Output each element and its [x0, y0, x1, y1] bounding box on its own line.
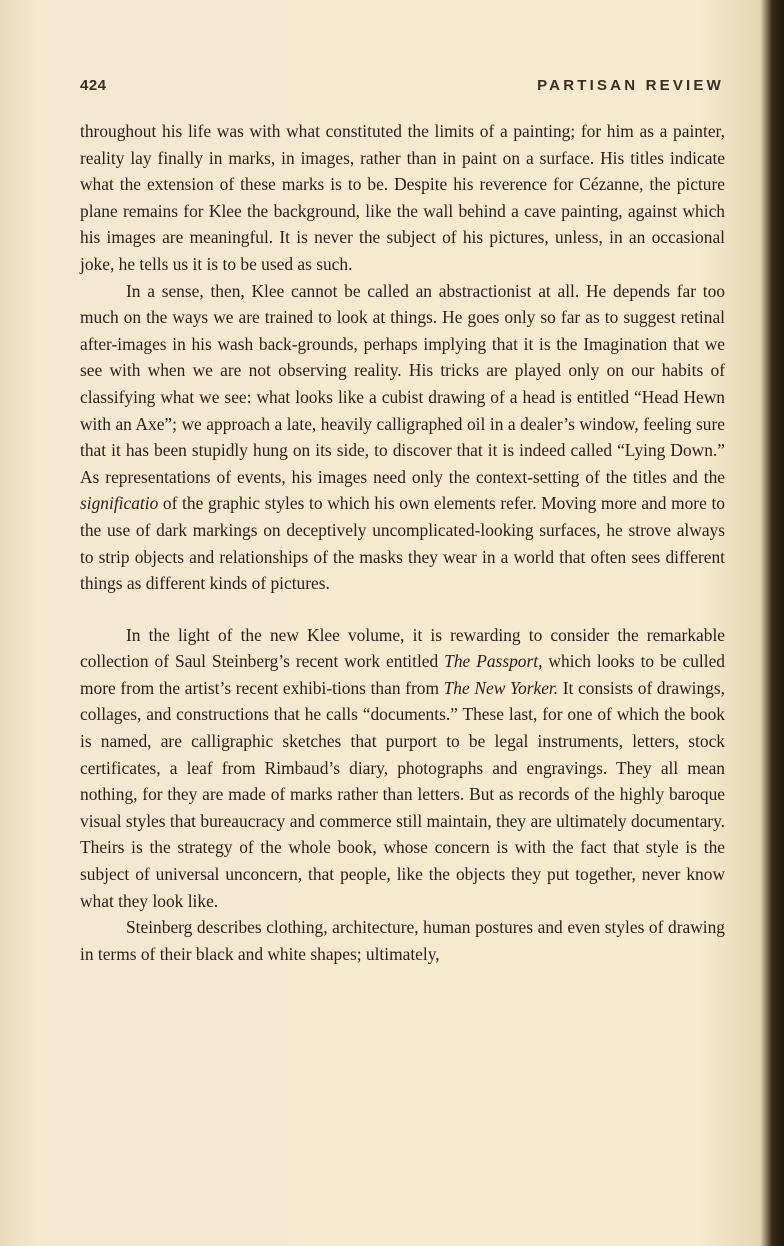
paragraph-4: Steinberg describes clothing, architecture, human postures and even styles of drawing in terms of their black and white shapes; ultimately,	[80, 917, 725, 964]
paragraph-3-text-a: In the light of the new Klee volume, it is rewarding to consider the remarkable collection of Saul Steinberg’s recent work entitled	[80, 624, 725, 672]
journal-title: PARTISAN REVIEW	[537, 77, 724, 94]
paragraph-2-text-c: of the graphic styles to which his own elements refer. Moving more and more to the use of dark markings on deceptively uncomplicated-looking surfaces, he strove always to strip objects and relationships of the masks they wear in a world that often sees different things as different kinds of pictures.	[80, 493, 725, 594]
paragraph-2-text-a: In a sense, then, Klee cannot be called an abstractionist at all. He depends far too much on the ways we are trained to look at things. He goes only so far as to suggest retinal after-images in his wash back-grounds, perhaps implying that it is the Imagination that we see with when we are not observing reality. His tricks are played only on our habits of classifying what we see: what looks like a cubist drawing of a head is entitled “Head Hewn with an Axe”; we approach a late, heavily calligraphed oil in a dealer’s window, feeling sure that it has been stupidly hung on its side, to discover that it is indeed called “Lying Down.” As representations of events, his images need only the context-setting of the titles and the	[80, 280, 725, 487]
paragraph-3	[80, 622, 725, 915]
page-number: 424	[80, 77, 107, 94]
italic-the-new-yorker: The New Yorker.	[443, 677, 559, 698]
paragraph-1: throughout his life was with what constituted the limits of a painting; for him as a painter, reality lay finally in marks, in images, rather than in paint on a surface. His titles indicate what the extension of these marks is to be. Despite his reverence for Cézanne, the picture plane remains for Klee the background, like the wall behind a cave painting, against which his images are meaningful. It is never the subject of his pictures, unless, in an occasional joke, he tells us it is to be used as such.	[80, 121, 725, 274]
paragraph-2	[80, 278, 725, 597]
paragraph-3-text-e: It consists of drawings, collages, and constructions that he calls “documents.” These last, for one of which the book is named, are calligraphic sketches that purport to be legal instruments, letters, stock certificates, a leaf from Rimbaud’s diary, photographs and engravings. They all mean nothing, for they are made of marks rather than letters. But as records of the highly baroque visual styles that bureaucracy and commerce still maintain, they are ultimately documentary. Theirs is the strategy of the whole book, whose concern is with the fact that style is the subject of universal unconcern, that people, like the objects they put together, never know what they look like.	[80, 677, 725, 911]
italic-the-passport: The Passport,	[444, 651, 543, 672]
article-body	[80, 118, 725, 967]
italic-significatio: significatio	[80, 493, 159, 514]
paragraph-3-text-c: which looks to be culled more from the artist’s recent exhibi-tions than from	[80, 651, 725, 698]
running-header	[80, 77, 724, 99]
